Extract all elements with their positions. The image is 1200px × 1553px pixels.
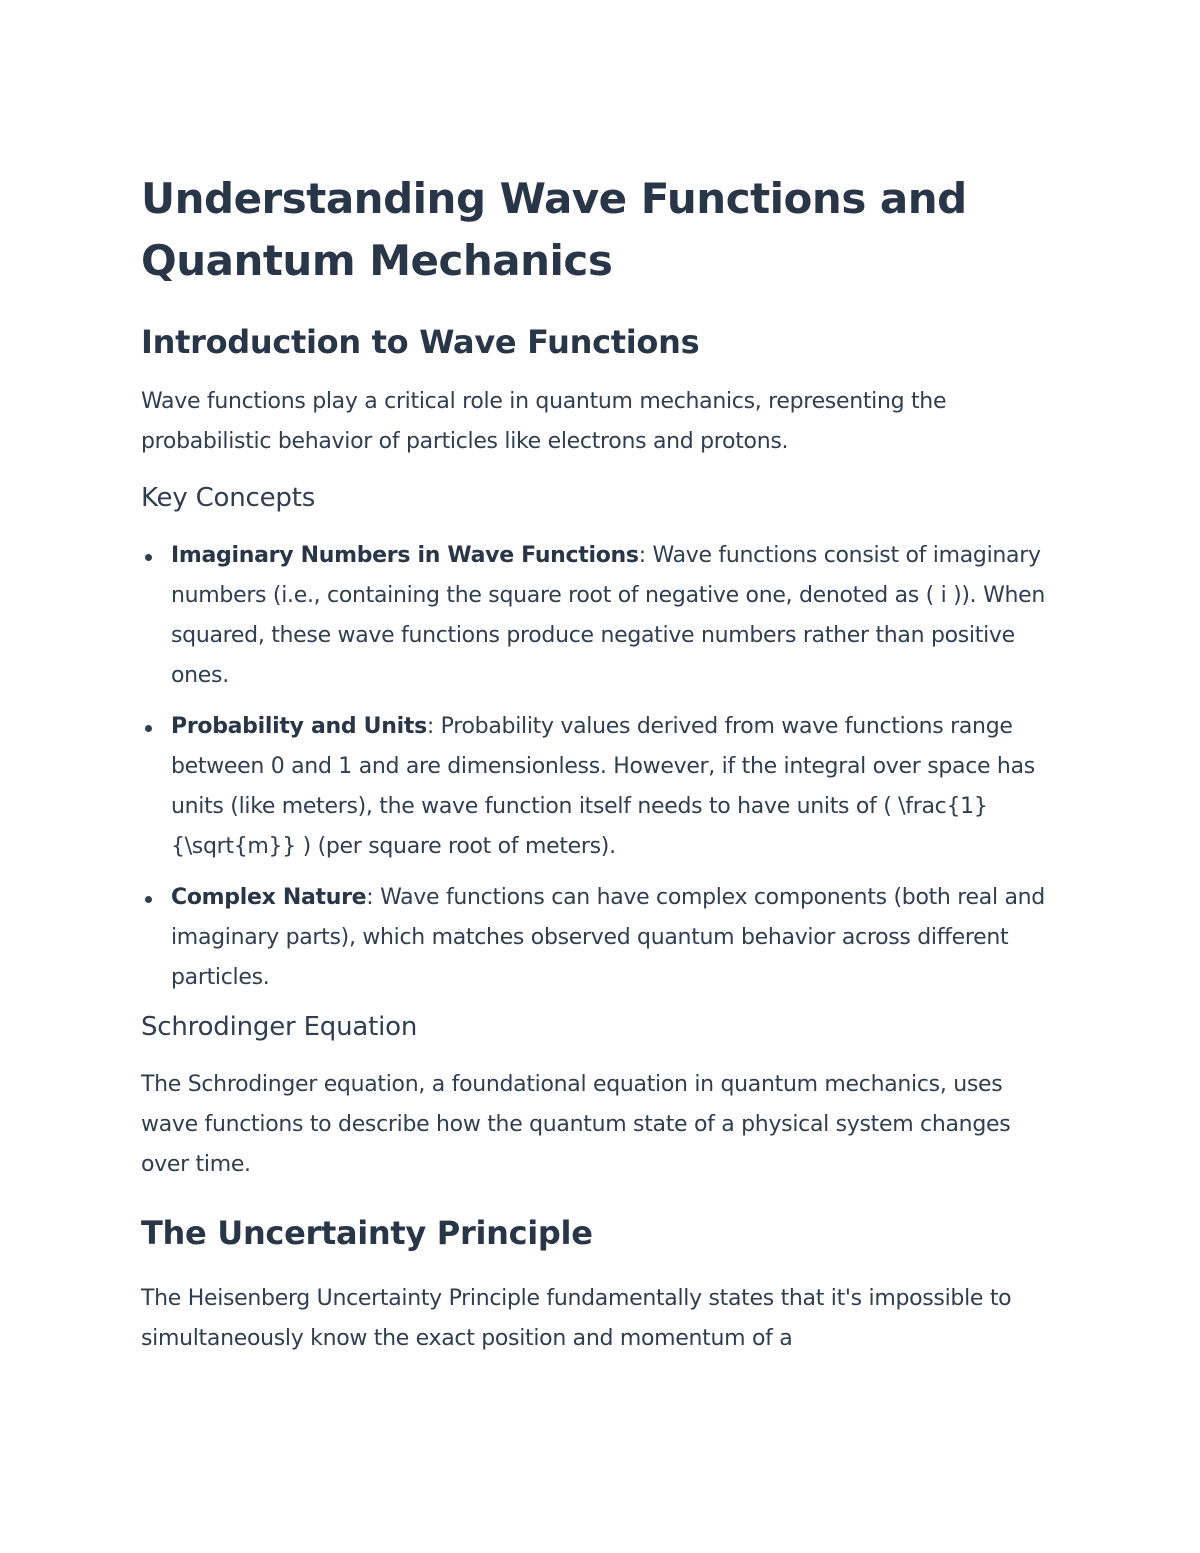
key-concepts-list (141, 536, 1061, 998)
list-item (141, 707, 1061, 867)
document-title: Understanding Wave Functions and Quantum Mechanics (141, 174, 967, 285)
list-item (141, 878, 1061, 998)
section-heading-uncertainty: The Uncertainty Principle (141, 1214, 593, 1252)
list-item-term: Imaginary Numbers in Wave Functions (171, 543, 639, 568)
document-page (141, 168, 1061, 1359)
list-item-text: : Probability values derived from wave functions range between 0 and 1 and are dimensionless. However, if the integral over space has units (like meters), the wave function itself needs to have units of ( \frac{1}{\sqrt{m}} ) (per square root of meters). (171, 714, 1035, 859)
section-heading-intro: Introduction to Wave Functions (141, 323, 700, 361)
subheading-key-concepts: Key Concepts (141, 483, 316, 513)
subheading-schrodinger: Schrodinger Equation (141, 1012, 418, 1042)
list-item-text: : Wave functions can have complex components (both real and imaginary parts), which matches observed quantum behavior across different particles. (171, 885, 1045, 990)
list-item (141, 536, 1061, 696)
intro-paragraph: Wave functions play a critical role in quantum mechanics, representing the probabilistic behavior of particles like electrons and protons. (141, 389, 947, 454)
list-item-term: Complex Nature (171, 885, 367, 910)
schrodinger-paragraph: The Schrodinger equation, a foundational equation in quantum mechanics, uses wave functions to describe how the quantum state of a physical system changes over time. (141, 1072, 1011, 1177)
uncertainty-paragraph: The Heisenberg Uncertainty Principle fundamentally states that it's impossible to simultaneously know the exact position and momentum of a (141, 1286, 1012, 1351)
list-item-text: : Wave functions consist of imaginary numbers (i.e., containing the square root of negative one, denoted as ( i )). When squared, these wave functions produce negative numbers rather than positive ones. (171, 543, 1046, 688)
list-item-term: Probability and Units (171, 714, 427, 739)
